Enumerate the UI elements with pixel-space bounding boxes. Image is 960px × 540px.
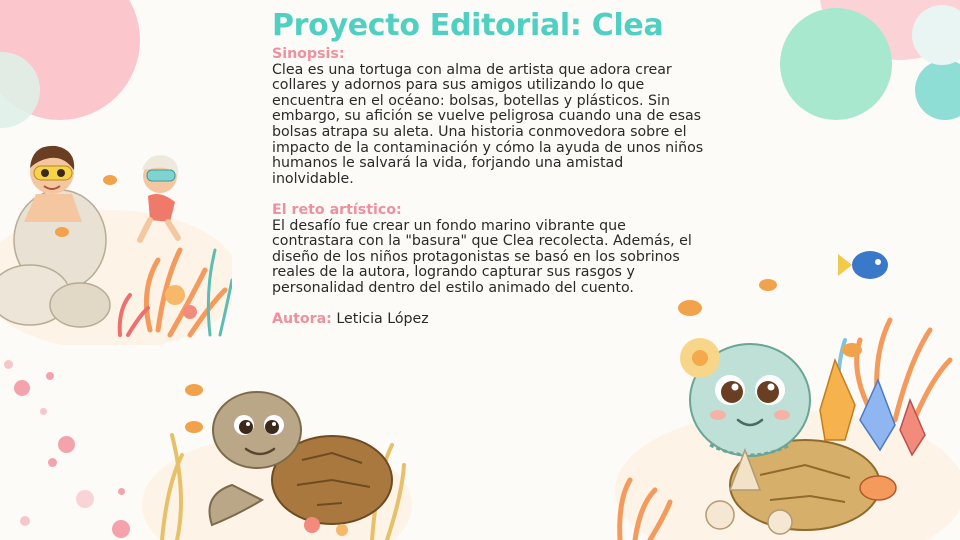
pink-dot [48, 458, 57, 467]
author-label: Autora: [272, 311, 332, 328]
challenge-heading: El reto artístico: [272, 201, 402, 218]
pink-dot [20, 516, 30, 526]
illustration-clea-reef [610, 240, 960, 540]
clea-turtle-icon [610, 240, 960, 540]
children-snorkeling-icon [0, 130, 232, 345]
page-title: Proyecto Editorial: Clea [272, 8, 664, 43]
illustration-children-coral [0, 130, 232, 345]
pink-dot [40, 408, 47, 415]
challenge-body: El desafío fue crear un fondo marino vibrante que contrastara con la "basura" que Clea recolecta. Además, el diseño de los niños protagonistas se basó en los sobrinos reales de la autora, logrando capturar sus rasgos y personalidad dentro del estilo animado del cuento. [272, 217, 692, 296]
pink-dot [46, 372, 54, 380]
mint-bubble-top-right [780, 8, 892, 120]
pink-dot [4, 360, 13, 369]
illustration-turtle-bottom [142, 375, 412, 540]
pink-dot [76, 490, 94, 508]
pink-dot [118, 488, 125, 495]
pink-dot [112, 520, 130, 538]
synopsis-body: Clea es una tortuga con alma de artista que adora crear collares y adornos para sus amigos utilizando lo que encuentra en el océano: bolsas, botellas y plásticos. Sin embargo, su afición se vuelve peligrosa cuando una de esas bolsas atrapa su aleta. Una historia conmovedora sobre el impacto de la contaminación y cómo la ayuda de unos niños humanos le salvará la vida, forjando una amistad inolvidable. [272, 61, 704, 187]
pink-dot [14, 380, 30, 396]
sea-turtle-icon [142, 375, 412, 540]
synopsis-heading: Sinopsis: [272, 46, 345, 62]
author-name: Leticia López [336, 311, 429, 328]
pink-dot [58, 436, 75, 453]
fish-icon [838, 251, 888, 279]
teal-bubble-right [915, 60, 960, 120]
